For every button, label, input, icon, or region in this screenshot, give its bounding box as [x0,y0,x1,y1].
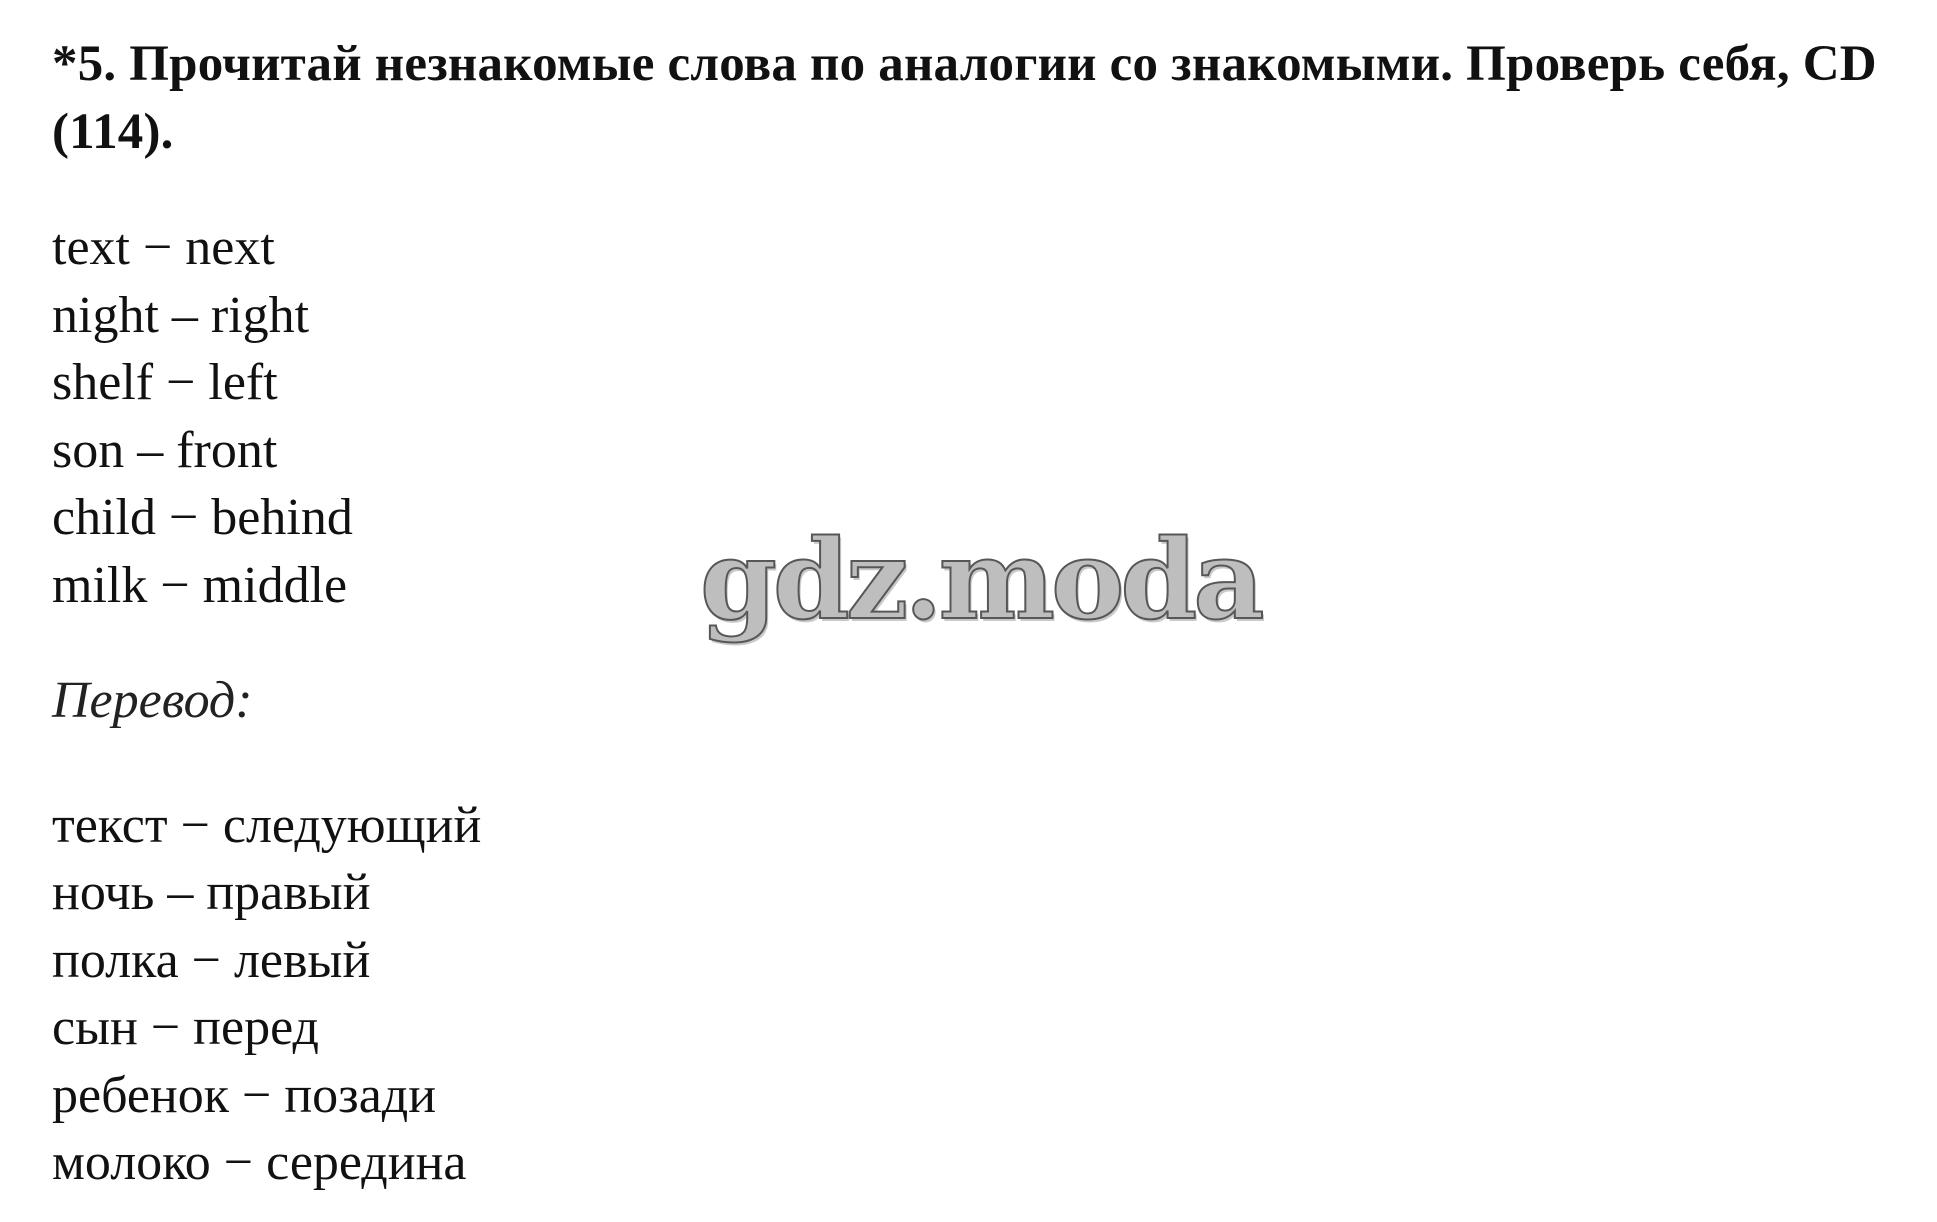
translation-pair: ночь – правый [52,864,371,921]
word-pair: shelf − left [52,354,278,411]
word-pair: child − behind [52,489,353,546]
word-pair: night – right [52,286,310,344]
word-pair: son – front [52,421,278,479]
site-watermark: gdz.moda [700,515,1261,644]
translation-heading: Перевод: [52,672,253,729]
translation-pair: текст − следующий [52,796,482,854]
translation-pair: молоко − середина [52,1134,467,1191]
translation-word-pairs [52,792,1902,1197]
translation-pair: ребенок − позади [52,1066,437,1124]
word-pair: milk − middle [52,556,348,614]
word-pair: text − next [52,219,275,276]
translation-pair: сын − перед [52,999,319,1056]
translation-pair: полка − левый [52,931,371,989]
task-title: *5. Прочитай незнакомые слова по аналогии со знакомыми. Проверь себя, CD (114). [52,36,1877,160]
